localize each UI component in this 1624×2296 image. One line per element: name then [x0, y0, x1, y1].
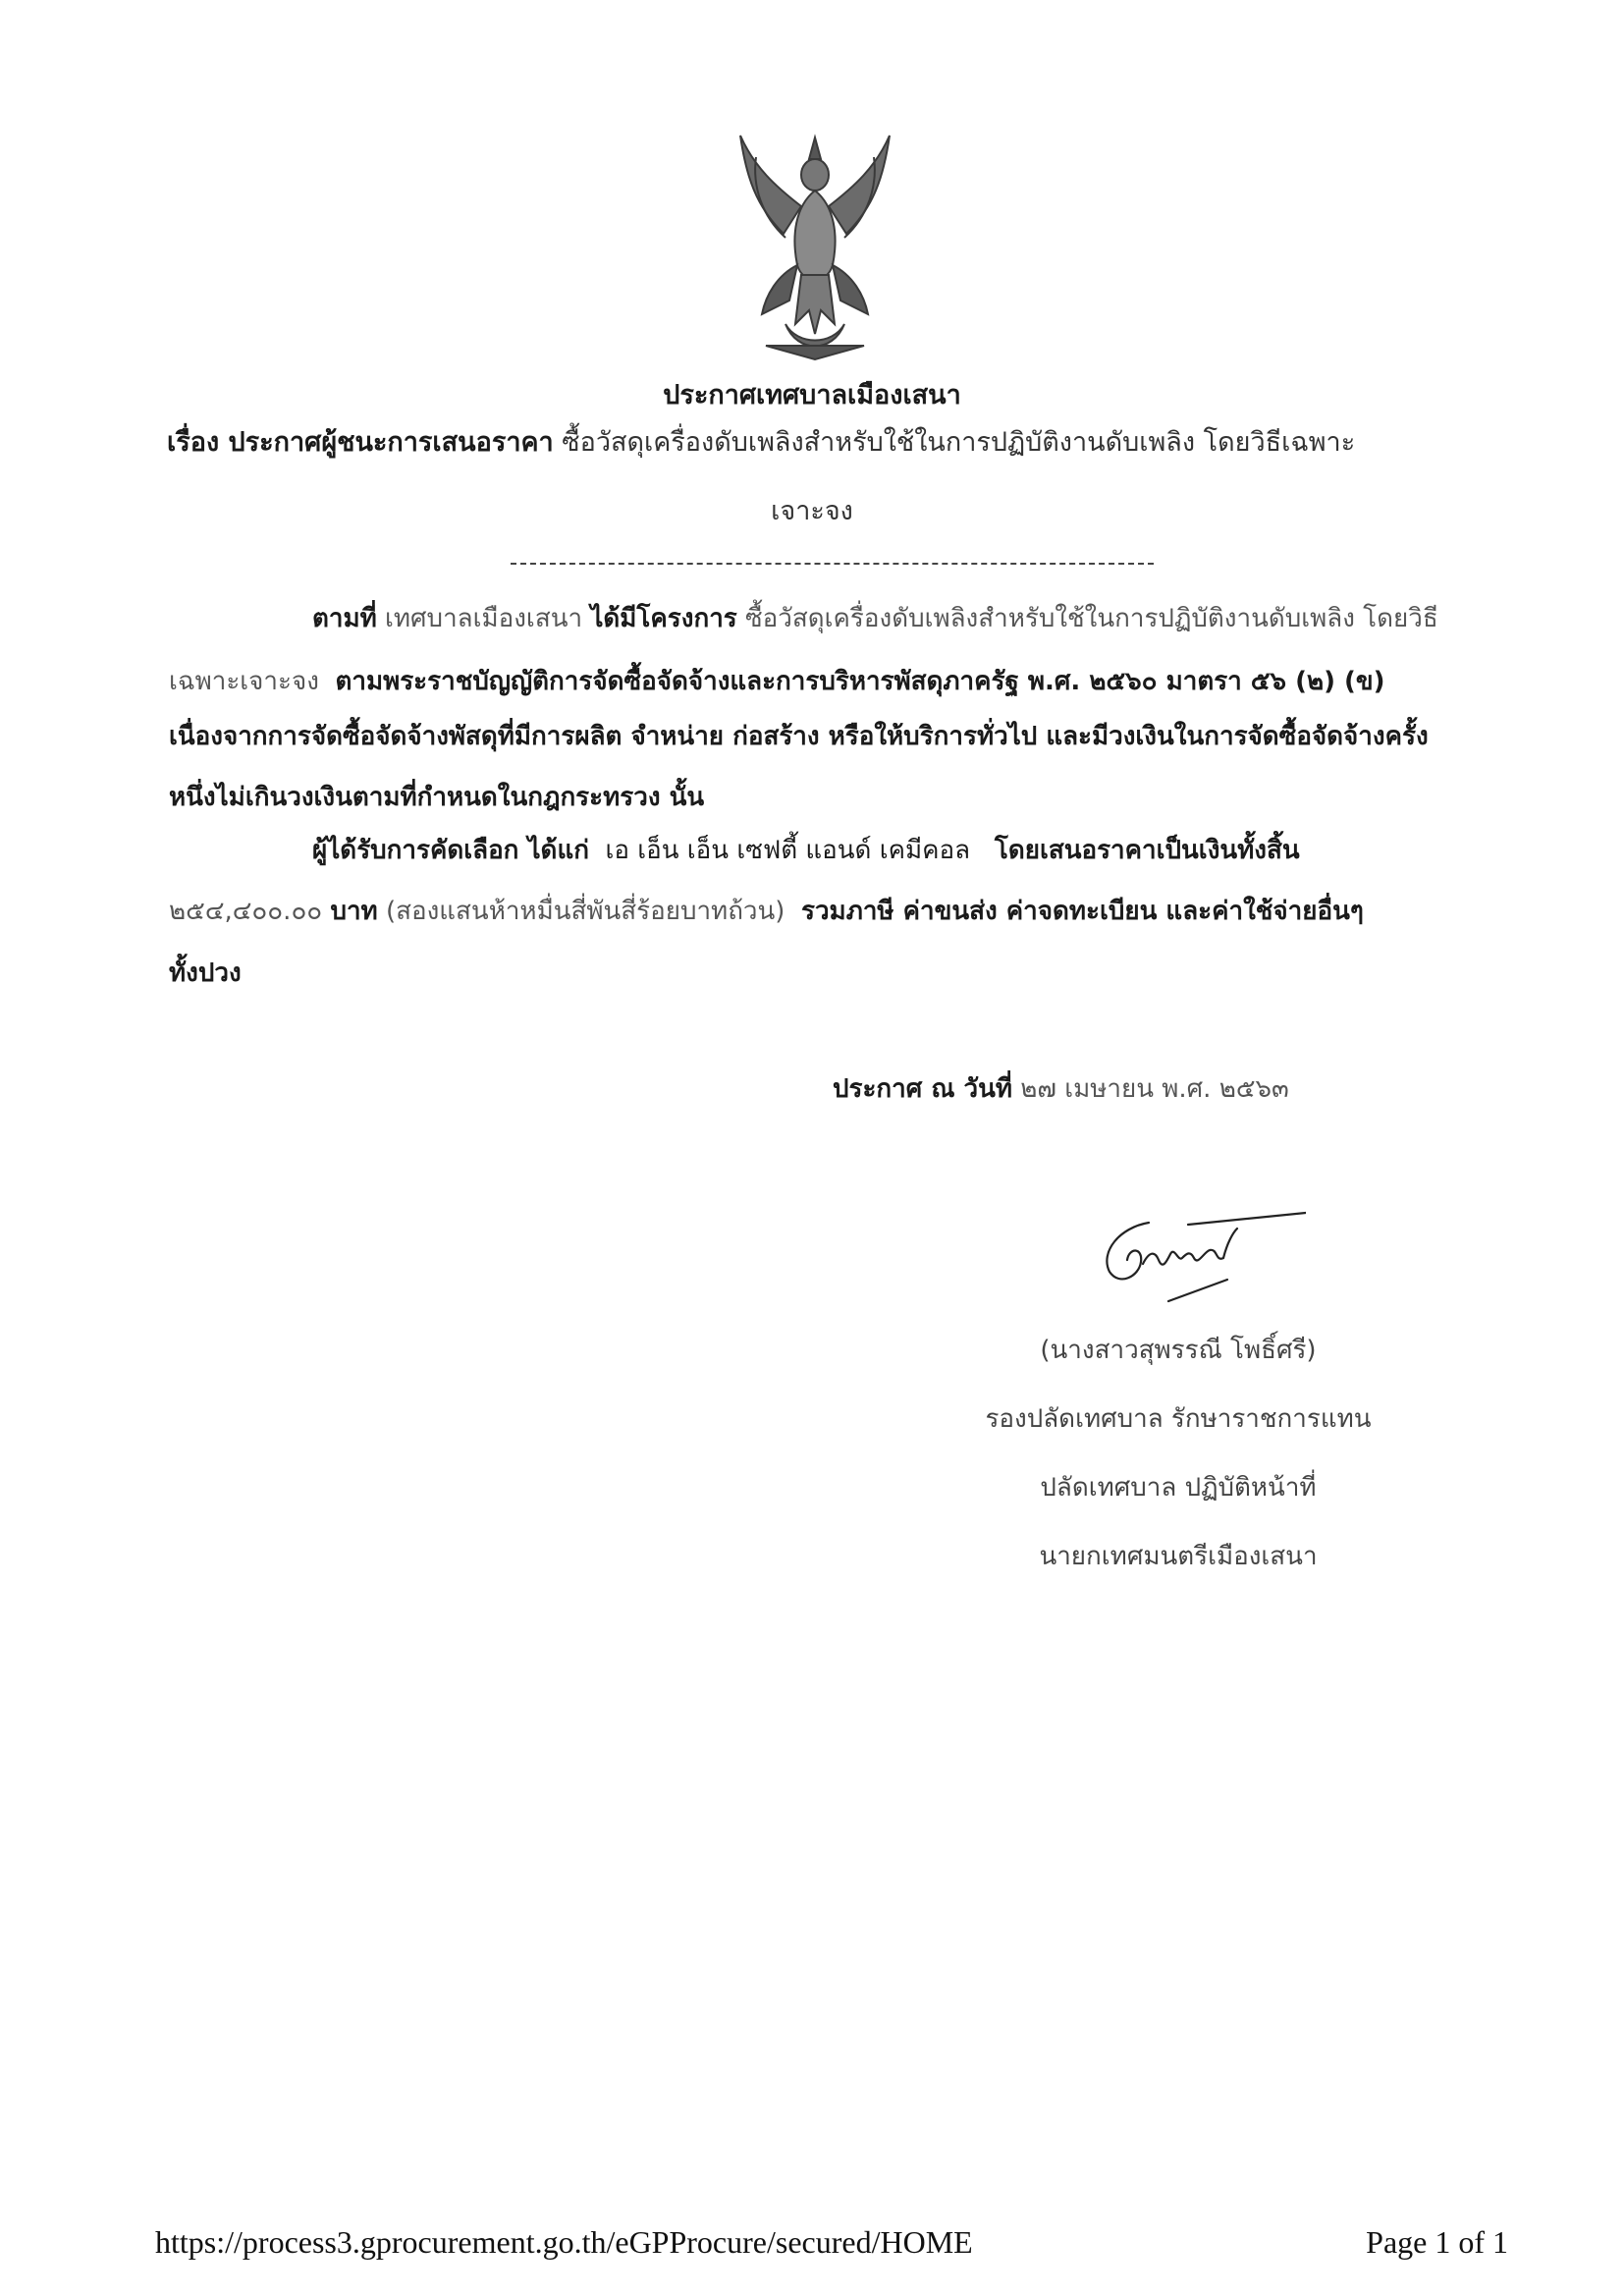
announcement-date: [833, 1073, 1289, 1107]
p2-rest: รวมภาษี ค่าขนส่ง ค่าจดทะเบียน และค่าใช้จ่ายอื่นๆ: [800, 897, 1364, 926]
p2-baht: บาท: [330, 897, 378, 926]
p1-law: ตามพระราชบัญญัติการจัดซื้อจัดจ้างและการบริหารพัสดุภาครัฐ พ.ศ. ๒๕๖๐ มาตรา ๕๖ (๒) (ข): [335, 667, 1385, 696]
signatory-position-3: นายกเทศมนตรีเมืองเสนา: [1039, 1542, 1318, 1571]
body-line-7: ทั้งปวง: [169, 958, 242, 988]
signatory-name: (นางสาวสุพรรณี โพธิ์ศรี): [1040, 1336, 1317, 1365]
p1-mid: ได้มีโครงการ: [590, 604, 737, 633]
body-line-1: [312, 603, 1438, 636]
p2-vendor: เอ เอ็น เอ็น เซฟตี้ แอนด์ เคมีคอล: [605, 836, 971, 865]
p2-lead: ผู้ได้รับการคัดเลือก ได้แก่: [312, 836, 589, 865]
announcement-title: ประกาศเทศบาลเมืองเสนา: [663, 380, 961, 410]
body-line-6: [169, 896, 1364, 929]
footer-page-number: Page 1 of 1: [1366, 2224, 1508, 2260]
p1-org: เทศบาลเมืองเสนา: [385, 604, 583, 633]
p1-project: ซื้อวัสดุเครื่องดับเพลิงสำหรับใช้ในการปฏิบัติงานดับเพลิง โดยวิธี: [745, 604, 1438, 633]
p2-amount: ๒๕๔,๔๐๐.๐๐: [169, 897, 323, 926]
body-line-2: [169, 666, 1385, 699]
footer-url: https://process3.gprocurement.go.th/eGPProcure/secured/HOME: [155, 2224, 973, 2260]
signatory-position-2: ปลัดเทศบาล ปฏิบัติหน้าที่: [1040, 1473, 1317, 1503]
signatory-block: [933, 1316, 1424, 1591]
p1-method: เฉพาะเจาะจง: [169, 667, 319, 696]
date-value: ๒๗ เมษายน พ.ศ. ๒๕๖๓: [1020, 1074, 1289, 1104]
subject-line: [167, 425, 1483, 460]
signatory-position-1: รองปลัดเทศบาล รักษาราชการแทน: [985, 1404, 1372, 1434]
body-line-3: เนื่องจากการจัดซื้อจัดจ้างพัสดุที่มีการผลิต จำหน่าย ก่อสร้าง หรือให้บริการทั่วไป และมีวงเงินในการจัดซื้อจัดจ้างครั้ง: [169, 722, 1429, 751]
p2-words: (สองแสนห้าหมื่นสี่พันสี่ร้อยบาทถ้วน): [385, 897, 785, 926]
body-line-4: หนึ่งไม่เกินวงเงินตามที่กำหนดในกฎกระทรวง นั้น: [169, 783, 705, 812]
p2-tail: โดยเสนอราคาเป็นเงินทั้งสิ้น: [994, 836, 1300, 865]
date-label: ประกาศ ณ วันที่: [833, 1074, 1013, 1104]
subject-continuation: เจาะจง: [771, 496, 853, 526]
handwritten-signature: [1080, 1203, 1306, 1311]
p1-lead: ตามที่: [312, 604, 377, 633]
subject-label: เรื่อง ประกาศผู้ชนะการเสนอราคา: [167, 427, 554, 458]
body-line-5: [312, 835, 1300, 868]
garuda-emblem-icon: [727, 128, 903, 363]
subject-text: ซื้อวัสดุเครื่องดับเพลิงสำหรับใช้ในการปฏิบัติงานดับเพลิง โดยวิธีเฉพาะ: [562, 427, 1356, 458]
divider-line: [511, 563, 1154, 565]
